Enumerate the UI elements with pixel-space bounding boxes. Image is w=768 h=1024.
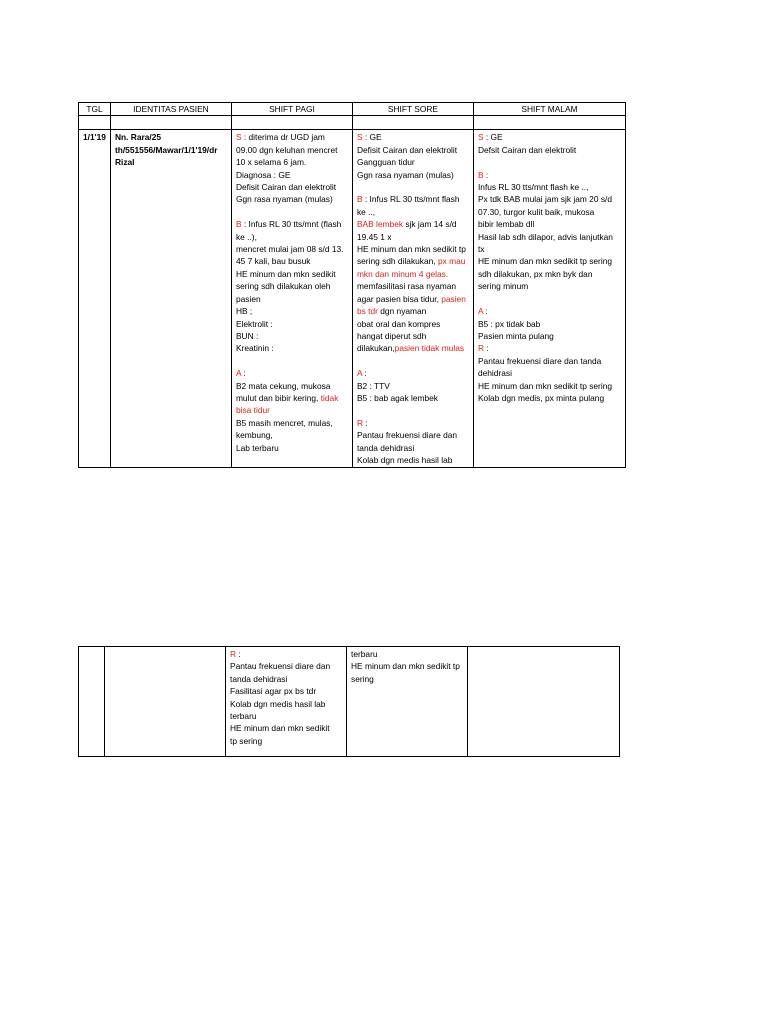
highlight-text: BAB lembek <box>356 219 404 230</box>
identitas-line: th/551556/Mawar/1/1'19/dr <box>114 144 218 155</box>
note-text: mencret mulai jam 08 s/d 13. <box>235 244 344 255</box>
note-line <box>236 318 348 330</box>
note-line <box>478 305 621 317</box>
note-line <box>236 255 348 267</box>
note-line <box>357 429 469 441</box>
note-line <box>357 330 469 342</box>
note-line <box>357 243 469 255</box>
note-text <box>357 405 359 415</box>
note-text: B5 : bab agak lembek <box>356 392 438 403</box>
note-text: kembung, <box>235 430 273 441</box>
note-line <box>230 660 342 672</box>
note-text: : <box>483 306 488 317</box>
note-text <box>236 207 238 217</box>
note-line <box>478 392 621 404</box>
nursing-notes-table-continued <box>78 646 620 757</box>
spacer-cell <box>231 116 352 130</box>
note-text: 45 7 kali, bau busuk <box>235 256 311 267</box>
highlight-text: bs tdr <box>356 306 378 317</box>
note-text: Ggn rasa nyaman (mulas) <box>356 169 454 180</box>
note-line <box>230 698 342 710</box>
spacer-row <box>79 116 626 130</box>
note-line <box>230 648 342 660</box>
note-line <box>236 417 348 429</box>
note-line <box>478 243 621 255</box>
highlight-text: px mau <box>437 256 466 267</box>
note-text: Px tdk BAB mulai jam sjk jam 20 s/d <box>477 194 612 205</box>
note-text: Infus RL 30 tts/mnt flash ke .., <box>477 182 589 193</box>
note-text: : <box>483 169 489 180</box>
note-line <box>357 392 469 404</box>
note-line <box>357 367 469 379</box>
highlight-text: pasien tidak mulas <box>394 343 465 354</box>
note-text: Kolab dgn medis hasil lab <box>230 698 326 709</box>
patient-row <box>79 130 626 468</box>
highlight-text: R <box>356 417 364 428</box>
note-text: sering sdh dilakukan, <box>356 256 438 267</box>
note-line <box>236 280 348 292</box>
note-text: HE minum dan mkn sedikit tp sering <box>477 380 613 391</box>
highlight-text: R <box>230 649 237 659</box>
note-line <box>357 355 469 367</box>
note-line <box>236 169 348 181</box>
note-text: tx <box>477 244 485 255</box>
note-line <box>478 206 621 218</box>
highlight-text: B <box>235 219 242 230</box>
note-text: ke ..), <box>235 231 257 242</box>
note-text: 19.45 1 x <box>356 231 392 242</box>
note-text: Gangguan tidur <box>356 157 415 168</box>
note-line <box>478 280 621 292</box>
note-line <box>357 131 469 143</box>
note-line <box>478 144 621 156</box>
shift-malam-cell <box>468 647 620 757</box>
note-text: dehidrasi <box>477 368 512 379</box>
note-text: tanda dehidrasi <box>356 442 415 453</box>
note-line <box>236 330 348 342</box>
note-text: obat oral dan kompres <box>356 318 441 329</box>
highlight-text: mkn dan minum 4 gelas. <box>356 268 449 279</box>
note-line <box>478 169 621 181</box>
note-line <box>236 342 348 354</box>
note-text: : diterima dr UGD jam <box>241 132 325 143</box>
note-line <box>357 156 469 168</box>
note-line <box>478 342 621 354</box>
note-line <box>357 342 469 354</box>
note-line <box>236 206 348 218</box>
tgl-cell: 1/1'19 <box>79 130 111 468</box>
note-line <box>357 293 469 305</box>
note-text: Pantau frekuensi diare dan <box>230 661 331 672</box>
note-line <box>236 268 348 280</box>
note-text: terbaru <box>230 711 257 722</box>
identitas-cell <box>110 130 231 468</box>
note-text: Hasil lab sdh dilapor, advis lanjutkan <box>477 231 613 242</box>
identitas-cell <box>105 647 226 757</box>
note-line <box>357 255 469 267</box>
note-line <box>478 218 621 230</box>
note-line <box>357 280 469 292</box>
note-line <box>236 442 348 454</box>
spacer-cell <box>110 116 231 130</box>
note-line <box>357 454 469 466</box>
identitas-line: Nn. Rara/25 <box>114 132 162 143</box>
note-line <box>236 193 348 205</box>
tgl-cell <box>79 647 105 757</box>
note-text: HE minum dan mkn sedikit tp <box>351 661 460 672</box>
note-text: Fasilitasi agar px bs tdr <box>230 686 317 697</box>
note-text: : Infus RL 30 tts/mnt (flash <box>241 219 342 230</box>
note-line <box>478 367 621 379</box>
note-line <box>230 722 342 734</box>
note-line <box>357 442 469 454</box>
note-text: Kolab dgn medis hasil lab <box>356 454 453 465</box>
note-text: dilakukan, <box>356 343 395 354</box>
note-line <box>236 404 348 416</box>
note-line <box>478 131 621 143</box>
note-text <box>478 294 480 304</box>
note-text: 10 x selama 6 jam. <box>235 157 307 168</box>
note-line <box>236 429 348 441</box>
header-row <box>79 103 626 116</box>
note-text: : <box>236 649 241 659</box>
shift-malam-cell <box>473 130 625 468</box>
spacer-cell <box>79 116 111 130</box>
note-text: B5 : px tidak bab <box>477 318 541 329</box>
nursing-notes-table <box>78 102 626 468</box>
note-line <box>236 243 348 255</box>
note-text: B2 : TTV <box>356 380 390 391</box>
spacer-cell <box>473 116 625 130</box>
highlight-text: S <box>356 132 363 143</box>
note-text: Pantau frekuensi diare dan tanda <box>477 355 602 366</box>
note-line <box>478 255 621 267</box>
note-text: B2 mata cekung, mukosa <box>235 380 331 391</box>
shift-sore-cell <box>347 647 468 757</box>
note-text: : Infus RL 30 tts/mnt flash <box>362 194 460 205</box>
note-line <box>230 710 342 722</box>
note-text: : GE <box>483 132 503 143</box>
note-line <box>357 268 469 280</box>
note-line <box>478 193 621 205</box>
header-tgl: TGL <box>79 103 111 116</box>
note-text: Defisit Cairan dan elektrolit <box>356 144 458 155</box>
note-text: memfasilitasi rasa nyaman <box>356 281 457 292</box>
note-line <box>236 380 348 392</box>
note-text: 07.30, turgor kulit baik, mukosa <box>477 206 595 217</box>
note-text <box>478 157 480 167</box>
header-shift-sore: SHIFT SORE <box>352 103 473 116</box>
note-line <box>236 156 348 168</box>
note-text: HE minum dan mkn sedikit tp sering <box>477 256 613 267</box>
shift-pagi-cell <box>231 130 352 468</box>
note-text: HE minum dan mkn sedikit <box>230 723 330 734</box>
note-text: : GE <box>362 132 382 143</box>
spacer-cell <box>352 116 473 130</box>
note-text: Lab terbaru <box>235 442 279 453</box>
note-text: Pantau frekuensi diare dan <box>356 430 458 441</box>
note-line <box>236 367 348 379</box>
highlight-text: B <box>477 169 484 180</box>
note-line <box>357 404 469 416</box>
note-text: tp sering <box>230 735 263 746</box>
note-text: ke .., <box>356 206 376 217</box>
note-line <box>357 169 469 181</box>
note-text: Kreatinin : <box>235 343 274 354</box>
note-text: tanda dehidrasi <box>230 673 288 684</box>
note-line <box>357 318 469 330</box>
note-text: pasien <box>235 293 261 304</box>
note-line <box>357 218 469 230</box>
note-line <box>478 330 621 342</box>
note-text: Defsit Cairan dan elektrolit <box>477 144 577 155</box>
note-line <box>236 293 348 305</box>
note-line <box>478 293 621 305</box>
header-shift-malam: SHIFT MALAM <box>473 103 625 116</box>
note-line <box>236 305 348 317</box>
patient-row-continued <box>79 647 620 757</box>
note-line <box>351 648 463 660</box>
shift-sore-cell <box>352 130 473 468</box>
note-line <box>478 156 621 168</box>
note-text: : <box>362 368 367 379</box>
highlight-text: pasien <box>441 293 466 304</box>
note-text: 09.00 dgn keluhan mencret <box>235 144 338 155</box>
highlight-text: A <box>356 368 363 379</box>
header-shift-pagi: SHIFT PAGI <box>231 103 352 116</box>
note-text: Kolab dgn medis, px minta pulang <box>477 392 605 403</box>
highlight-text: A <box>235 368 242 379</box>
note-text: sering sdh dilakukan oleh <box>235 281 331 292</box>
header-identitas: IDENTITAS PASIEN <box>110 103 231 116</box>
note-text: Ggn rasa nyaman (mulas) <box>235 194 333 205</box>
note-text: bibir lembab dll <box>477 219 535 230</box>
note-text: sdh dilakukan, px mkn byk dan <box>477 268 593 279</box>
note-line <box>478 181 621 193</box>
note-text: HB ; <box>235 306 253 317</box>
highlight-text: B <box>356 194 363 205</box>
note-line <box>351 660 463 672</box>
highlight-text: R <box>477 343 485 354</box>
highlight-text: S <box>477 132 484 143</box>
note-text: agar pasien bisa tidur, <box>356 293 442 304</box>
note-line <box>478 268 621 280</box>
note-line <box>357 193 469 205</box>
note-line <box>236 144 348 156</box>
note-text: Defisit Cairan dan elektrolit <box>235 182 337 193</box>
note-line <box>478 355 621 367</box>
note-line <box>357 305 469 317</box>
note-line <box>478 318 621 330</box>
note-line <box>236 181 348 193</box>
note-line <box>357 417 469 429</box>
note-line <box>357 144 469 156</box>
note-text <box>357 356 359 366</box>
note-line <box>351 673 463 685</box>
note-text: Pasien minta pulang <box>477 330 554 341</box>
note-line <box>357 380 469 392</box>
identitas-line: Rizal <box>114 157 135 168</box>
highlight-text: A <box>477 306 484 317</box>
note-text: : <box>241 368 246 379</box>
note-line <box>236 218 348 230</box>
note-line <box>357 231 469 243</box>
note-text: Diagnosa : GE <box>235 169 291 180</box>
note-text: sjk jam 14 s/d <box>403 219 457 230</box>
note-text: : <box>484 343 489 354</box>
note-line <box>236 355 348 367</box>
highlight-text: bisa tidur <box>235 405 270 416</box>
note-text: B5 masih mencret, mulas, <box>235 417 333 428</box>
note-text: mulut dan bibir kering, <box>235 392 321 403</box>
highlight-text: S <box>235 132 242 143</box>
note-line <box>230 685 342 697</box>
note-line <box>236 392 348 404</box>
note-text: HE minum dan mkn sedikit <box>235 268 336 279</box>
note-line <box>236 231 348 243</box>
note-text <box>357 182 359 192</box>
note-text: sering <box>351 673 374 684</box>
highlight-text: tidak <box>320 392 339 403</box>
note-line <box>357 206 469 218</box>
note-text: HE minum dan mkn sedikit tp <box>356 244 466 255</box>
note-line <box>230 735 342 747</box>
note-line <box>236 131 348 143</box>
note-line <box>478 380 621 392</box>
note-text: Elektrolit : <box>235 318 273 329</box>
note-text: : <box>363 417 368 428</box>
note-text: sering minum <box>477 281 529 292</box>
note-text: terbaru <box>351 649 378 659</box>
note-line <box>357 181 469 193</box>
note-text: BUN : <box>235 330 259 341</box>
note-line <box>478 231 621 243</box>
note-text <box>236 356 238 366</box>
note-line <box>230 673 342 685</box>
note-text: hangat diperut sdh <box>356 330 427 341</box>
shift-pagi-cell <box>226 647 347 757</box>
note-text: dgn nyaman <box>377 306 427 317</box>
